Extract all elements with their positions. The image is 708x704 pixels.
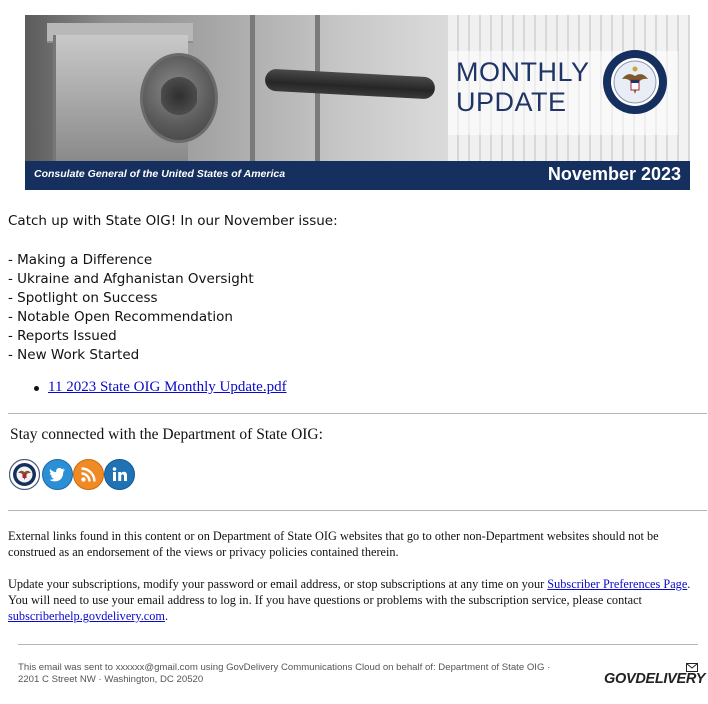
list-item: - Making a Difference bbox=[8, 252, 153, 268]
oig-seal-icon[interactable] bbox=[9, 459, 40, 490]
subscription-text: . You will need to use your email address to log in. If you have questions or problems with the subscription service, please contact bbox=[8, 577, 691, 607]
banner-title-update: UPDATE bbox=[456, 87, 567, 117]
rss-icon[interactable] bbox=[73, 459, 104, 490]
list-item: - Spotlight on Success bbox=[8, 290, 158, 306]
govdelivery-logo[interactable]: GOVDELIVERY bbox=[604, 671, 706, 687]
subscription-notice bbox=[8, 576, 703, 624]
subscription-text: Update your subscriptions, modify your password or email address, or stop subscriptions at any time on your bbox=[8, 577, 548, 591]
footer-divider bbox=[18, 644, 698, 645]
linkedin-icon[interactable] bbox=[104, 459, 135, 490]
footer-line: 2201 C Street NW · Washington, DC 20520 bbox=[18, 674, 204, 685]
banner-photo bbox=[25, 15, 690, 161]
list-item: - Reports Issued bbox=[8, 328, 117, 344]
banner-bar bbox=[25, 161, 690, 190]
subscriber-preferences-link[interactable]: Subscriber Preferences Page bbox=[547, 577, 688, 591]
divider bbox=[8, 413, 707, 414]
banner-subtitle: Consulate General of the United States of America bbox=[34, 168, 286, 180]
subscription-text: . bbox=[164, 609, 169, 623]
list-item: - Ukraine and Afghanistan Oversight bbox=[8, 271, 254, 287]
pdf-attachment-link[interactable]: 11 2023 State OIG Monthly Update.pdf bbox=[48, 379, 287, 395]
envelope-icon bbox=[686, 663, 698, 672]
list-item: - Notable Open Recommendation bbox=[8, 309, 233, 325]
list-item: - New Work Started bbox=[8, 347, 140, 363]
banner-title-monthly: MONTHLY bbox=[456, 57, 590, 87]
subscriber-help-link[interactable]: subscriberhelp.govdelivery.com bbox=[8, 609, 165, 623]
twitter-icon[interactable] bbox=[42, 459, 73, 490]
eagle-seal-relief-icon bbox=[140, 53, 218, 143]
velvet-rope bbox=[265, 69, 436, 100]
banner-date: November 2023 bbox=[547, 164, 681, 184]
stay-connected-heading: Stay connected with the Department of State OIG: bbox=[10, 426, 323, 443]
stanchion-post bbox=[250, 15, 255, 161]
topic-list bbox=[8, 251, 254, 365]
divider bbox=[8, 510, 707, 511]
list-item bbox=[34, 379, 287, 396]
intro-text: Catch up with State OIG! In our November issue: bbox=[8, 213, 338, 229]
footer-text bbox=[18, 662, 550, 686]
footer-line: This email was sent to xxxxxx@gmail.com using GovDelivery Communications Cloud on behalf of: Department of State OIG · bbox=[18, 662, 551, 673]
oig-seal-icon bbox=[602, 49, 668, 115]
attachment-list bbox=[34, 379, 287, 396]
external-links-disclaimer: External links found in this content or on Department of State OIG websites that go to other non-Department websites should not be construed as an endorsement of the views or privacy policies contained therein. bbox=[8, 529, 659, 559]
header-banner bbox=[25, 15, 690, 190]
